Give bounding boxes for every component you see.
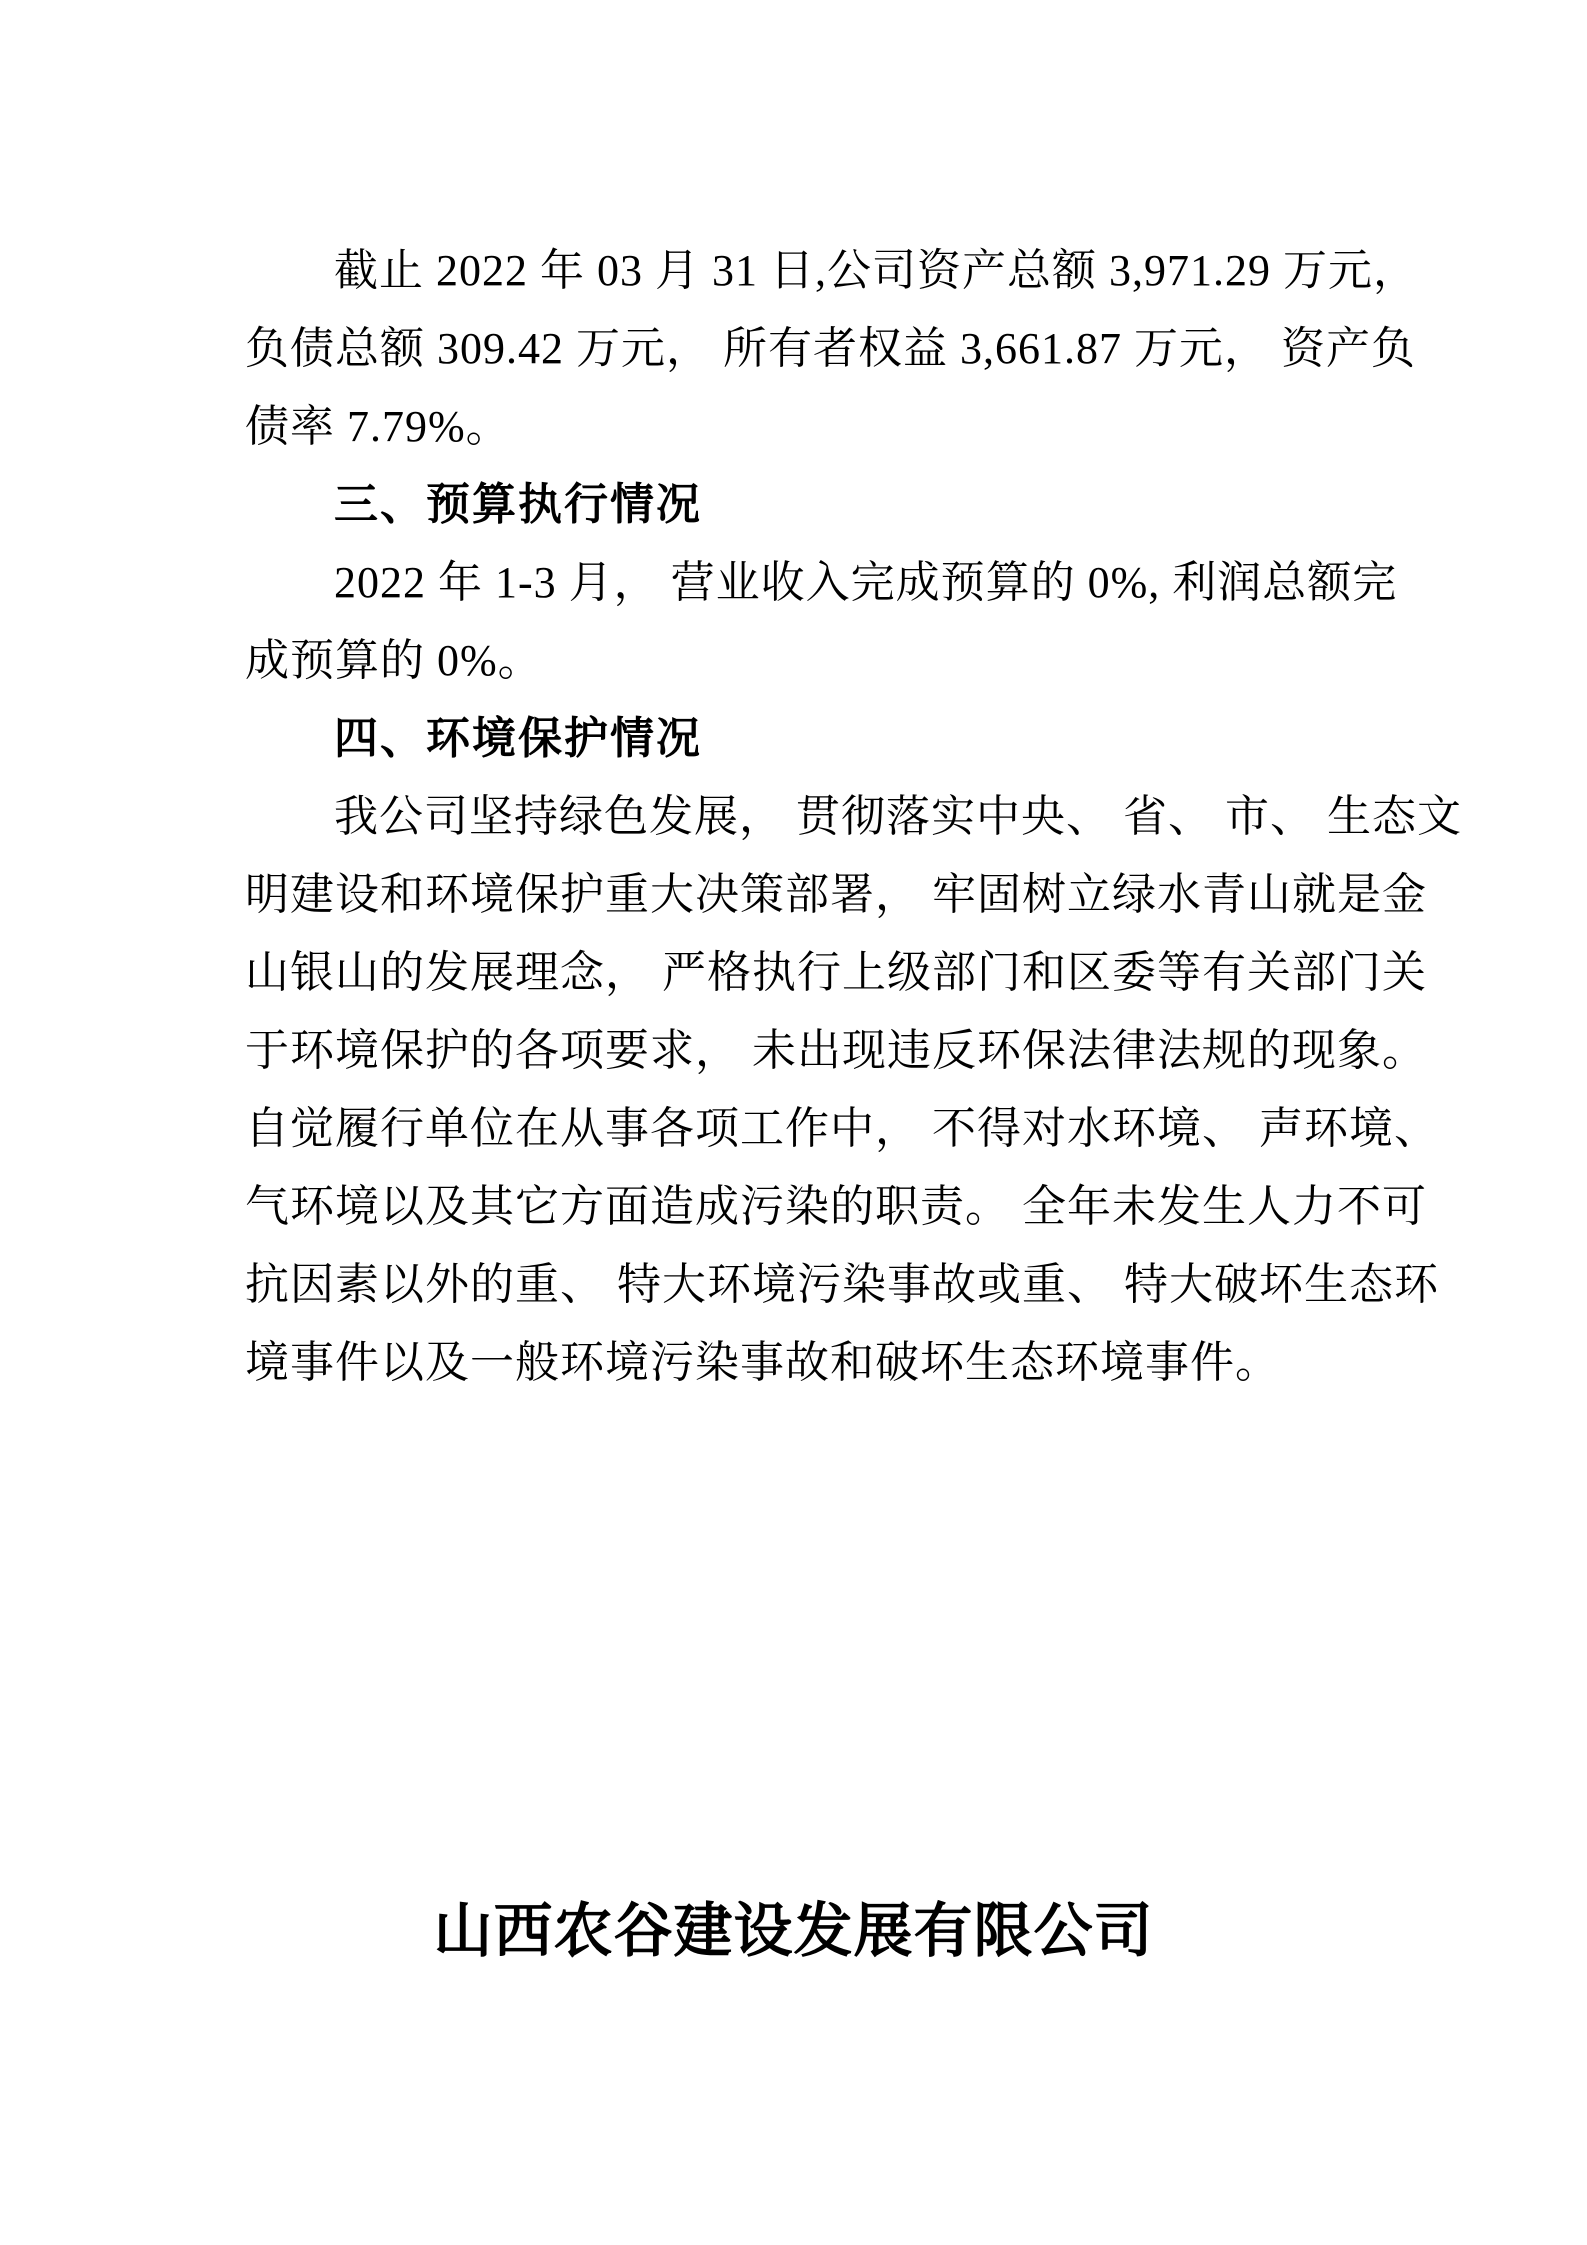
budget-paragraph-line: 2022 年 1-3 月， 营业收入完成预算的 0%, 利润总额完 [334,558,1398,607]
environment-paragraph-line: 山银山的发展理念， 严格执行上级部门和区委等有关部门关 [245,948,1427,997]
environment-paragraph-line: 抗因素以外的重、 特大环境污染事故或重、 特大破坏生态环 [245,1260,1439,1309]
environment-paragraph-line: 明建设和环境保护重大决策部署， 牢固树立绿水青山就是金 [245,870,1427,919]
environment-paragraph-line: 我公司坚持绿色发展， 贯彻落实中央、 省、 市、 生态文 [334,792,1462,841]
environment-paragraph-line: 气环境以及其它方面造成污染的职责。 全年未发生人力不可 [245,1182,1427,1231]
finance-paragraph-line: 债率 7.79%。 [245,402,511,451]
budget-paragraph-line: 成预算的 0%。 [245,636,543,685]
environment-section-heading: 四、环境保护情况 [334,714,702,763]
environment-paragraph-line: 自觉履行单位在从事各项工作中， 不得对水环境、 声环境、 [245,1104,1439,1153]
environment-paragraph-line: 境事件以及一般环境污染事故和破坏生态环境事件。 [245,1338,1280,1387]
finance-paragraph-line: 截止 2022 年 03 月 31 日,公司资产总额 3,971.29 万元， [334,246,1418,295]
budget-section-heading: 三、预算执行情况 [334,480,702,529]
environment-paragraph-line: 于环境保护的各项要求， 未出现违反环保法律法规的现象。 [245,1026,1427,1075]
finance-paragraph-line: 负债总额 309.42 万元， 所有者权益 3,661.87 万元， 资产负 [245,324,1416,373]
company-signature: 山西农谷建设发展有限公司 [433,1898,1154,1964]
report-body [245,232,1462,1402]
